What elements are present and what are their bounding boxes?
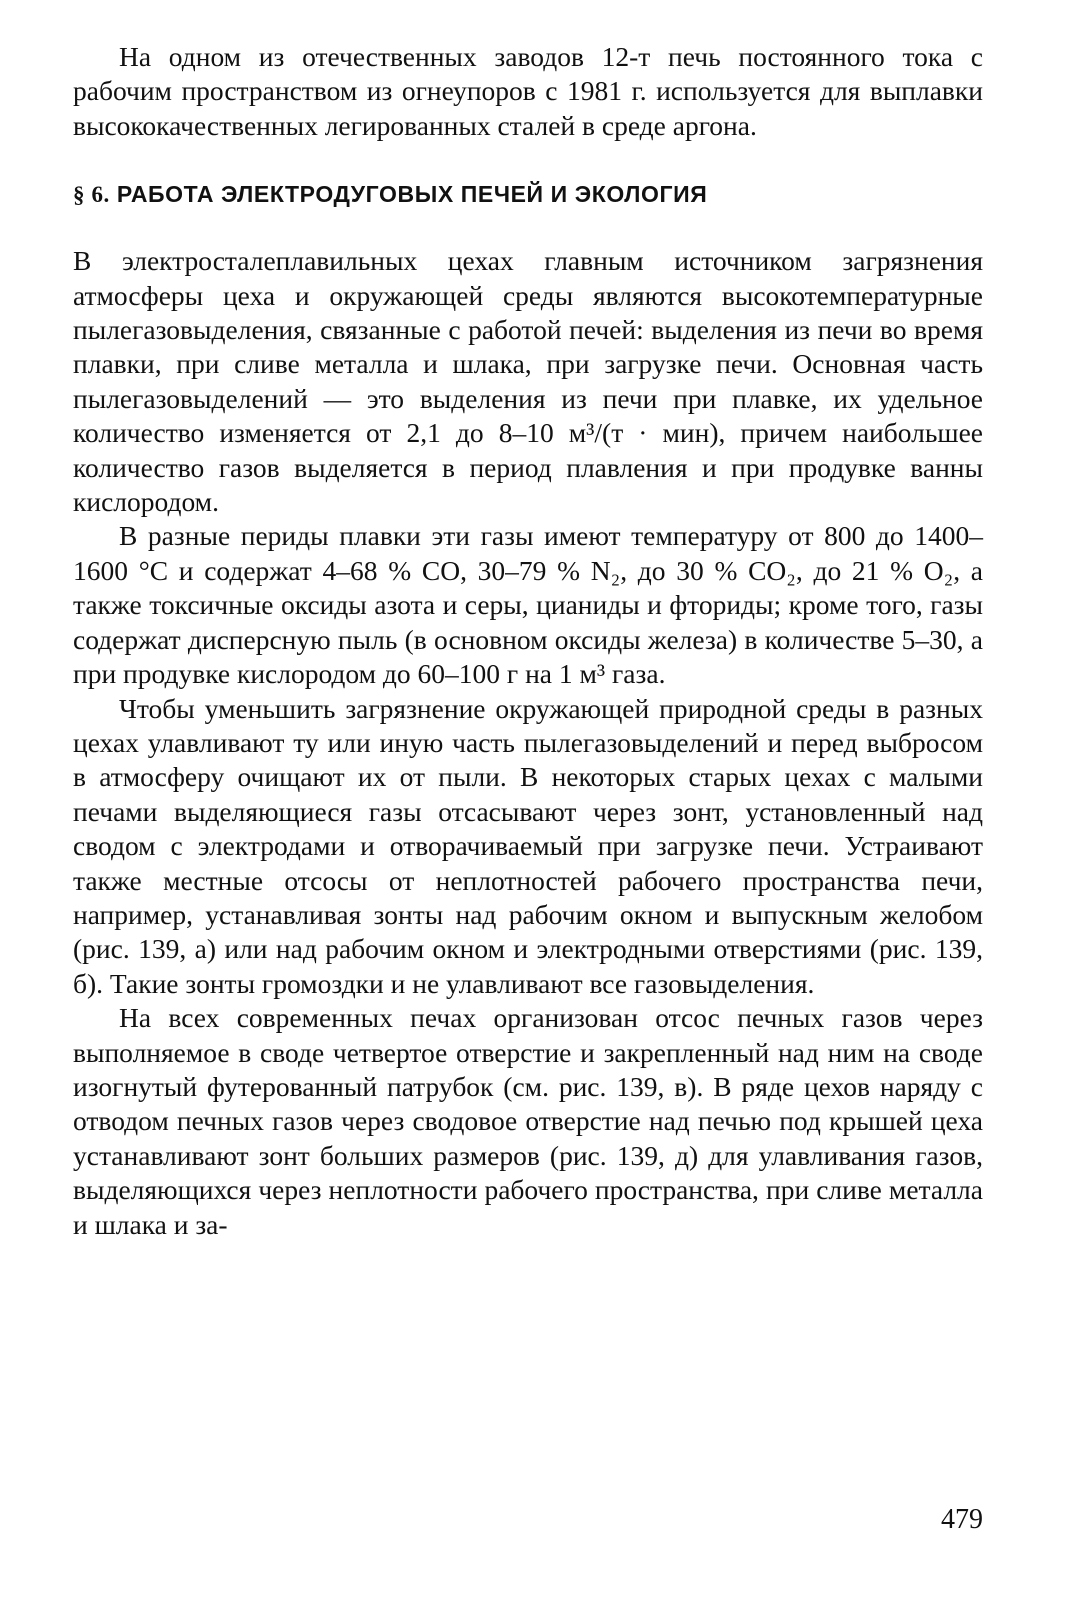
paragraph-3: Чтобы уменьшить загрязнение окружающей природной среды в разных цехах улавливают ту или иную часть пылегазовыделений и перед выбросом в атмосферу очищают их от пыли. В некоторых старых цехах с малыми печами выделяющиеся газы отсасывают через зонт, установленный над сводом с электродами и отворачиваемый при загрузке печи. Устраивают также местные отсосы от неплотностей рабочего пространства печи, например, устанавливая зонты над рабочим окном и выпускным желобом (рис. 139, а) или над рабочим окном и электродными отверстиями (рис. 139, б). Такие зонты громоздки и не улавливают все газовыделения. xyxy=(73,692,983,999)
page-body xyxy=(73,40,983,1242)
paragraph-4: На всех современных печах организован отсос печных газов через выполняемое в своде четвертое отверстие и закрепленный над ним на своде изогнутый футерованный патрубок (см. рис. 139, в). В ряде цехов наряду с отводом печных газов через сводовое отверстие над печью под крышей цеха устанавливают зонт больших размеров (рис. 139, д) для улавливания газов, выделяющихся через неплотности рабочего пространства, при сливе металла и шлака и за- xyxy=(73,1002,983,1240)
page-number: 479 xyxy=(941,1504,983,1535)
paragraph-1: В электросталеплавильных цехах главным источником загрязнения атмосферы цеха и окружающей среды являются высокотемпературные пылегазовыделения, связанные с работой печей: выделения из печи во время плавки, при сливе металла и шлака, при загрузке печи. Основная часть пылегазовыделений — это выделения из печи при плавке, их удельное количество изменяется от 2,1 до 8–10 м³/(т · мин), причем наибольшее количество газов выделяется в период плавления и при продувке ванны кислородом. xyxy=(73,245,983,518)
section-title: РАБОТА ЭЛЕКТРОДУГОВЫХ ПЕЧЕЙ И ЭКОЛОГИЯ xyxy=(116,181,708,208)
paragraph-intro: На одном из отечественных заводов 12-т печь постоянного тока с рабочим пространством из огнеупоров с 1981 г. используется для выплавки высококачественных легированных сталей в среде аргона. xyxy=(73,41,983,141)
paragraph-2: В разные периды плавки эти газы имеют температуру от 800 до 1400–1600 °С и содержат 4–68 % СО, 30–79 % N₂, до 30 % СО₂, до 21 % О₂, а также токсичные оксиды азота и серы, цианиды и фториды; кроме того, газы содержат дисперсную пыль (в основном оксиды железа) в количестве 5–30, а при продувке кислородом до 60–100 г на 1 м³ газа. xyxy=(73,520,983,690)
section-heading xyxy=(73,179,983,210)
section-number: § 6. xyxy=(73,182,110,208)
